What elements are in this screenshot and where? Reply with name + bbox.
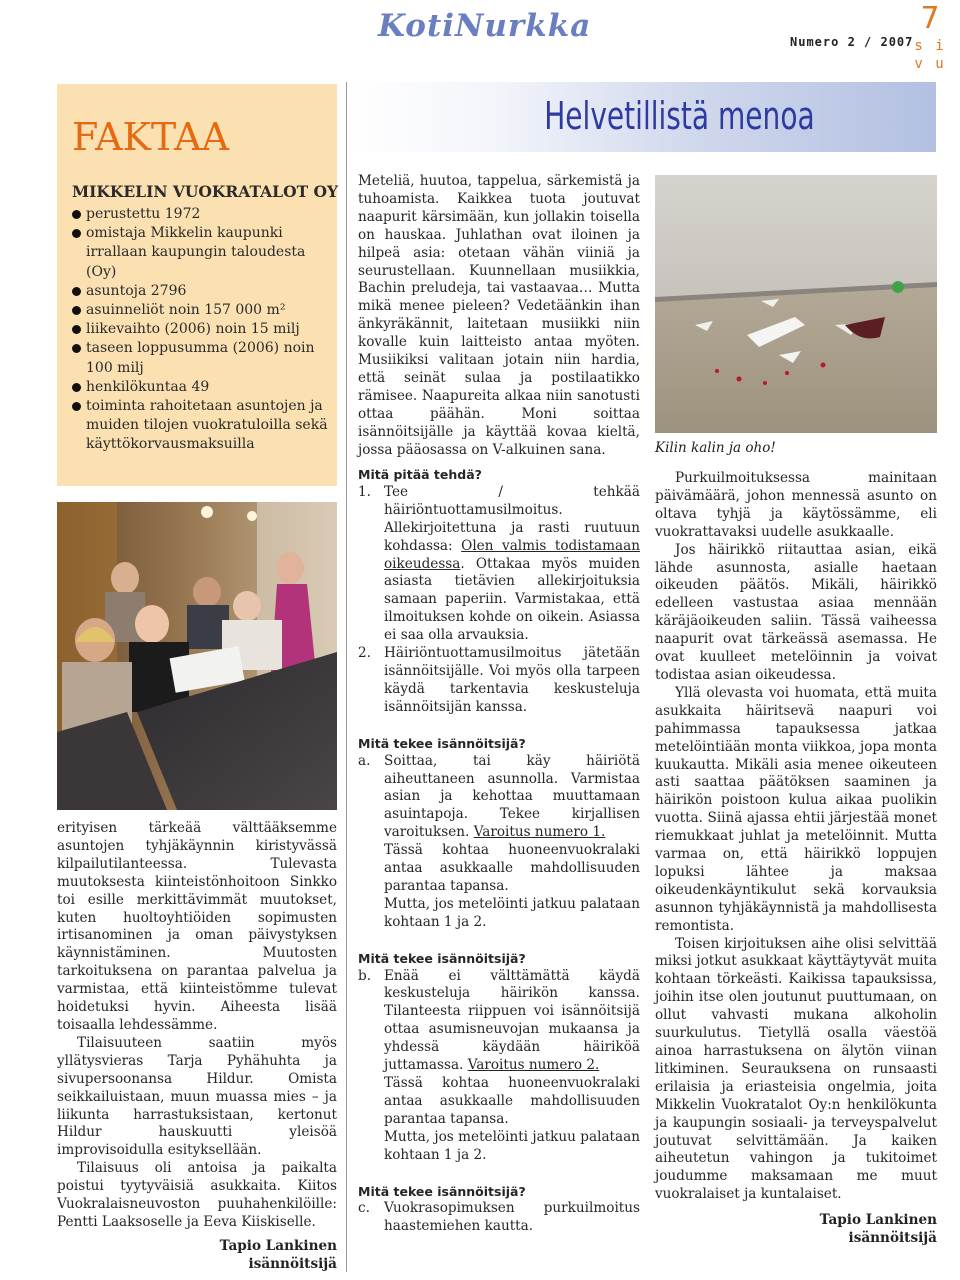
broken-glass-photo xyxy=(655,175,937,433)
bullet-icon xyxy=(72,325,81,334)
section-heading: Mitä tekee isännöitsijä? xyxy=(358,1183,526,1199)
list-item xyxy=(358,753,640,932)
list-text: Mutta, jos metelöinti jatkuu palataan kohtaan 1 ja 2. xyxy=(384,1128,640,1163)
author-name: Tapio Lankinen xyxy=(219,1238,337,1254)
intro-text xyxy=(358,173,640,460)
page-label: s i v u xyxy=(914,38,946,72)
page-number: 7 xyxy=(920,1,940,36)
broken-glass-image xyxy=(655,175,937,433)
left-column-text xyxy=(57,820,337,1232)
bullet-icon xyxy=(72,306,81,315)
list-marker: b. xyxy=(358,967,372,984)
author-name: Tapio Lankinen xyxy=(819,1212,937,1228)
column-divider xyxy=(346,82,347,1272)
article-headline: Helvetillistä menoa xyxy=(544,94,815,138)
list-item xyxy=(358,484,640,645)
fact-box-subtitle: MIKKELIN VUOKRATALOT OY xyxy=(72,182,339,201)
photo-caption: Kilin kalin ja oho! xyxy=(655,440,776,456)
meeting-photo xyxy=(57,502,337,810)
body-paragraph: Jos häirikkö riitauttaa asian, eikä lähde asunnosta, asialle haetaan oikeuden päätös. Mikäli, häirikkö edelleen vastustaa asiaa mennään käräjäoikeuden saliin. Tässä vaiheessa naapurit ovat tärkeässä asemassa. He ovat kuulleet metelöinnin ja voivat todistaa asian oikeudessa. xyxy=(655,541,937,683)
list-item xyxy=(358,1200,640,1236)
fact-item xyxy=(72,301,334,320)
list-item xyxy=(358,645,640,717)
list-text: Häiriöntuottamusilmoitus jätetään isännöitsijälle. Voi myös olla tarpeen käydä tarkentavia keskusteluja isännöitsijän kanssa. xyxy=(384,645,640,715)
author-title: isännöitsijä xyxy=(248,1255,337,1272)
body-paragraph: Tilaisuuteen saatiin myös yllätysvieras Tarja Pyhähuhta ja sivupersoonansa Hildur. Omista seikkailuistaan, muun muassa mies – ja liikunta harrastuksistaan, kertonut Hildur hauskuutti yleisöä improvisoidulla esityksellään. xyxy=(57,1034,337,1159)
right-column-text xyxy=(655,470,937,1204)
list-marker: 2. xyxy=(358,645,371,662)
list-item xyxy=(358,968,640,1165)
list-text: Tee / tehkää häiriöntuottamusilmoitus. Allekirjoitettuna ja rasti ruutuun kohdassa: xyxy=(384,483,640,554)
underlined-text: Varoitus numero 1. xyxy=(473,824,606,841)
fact-item xyxy=(72,205,334,224)
bullet-icon xyxy=(72,402,81,411)
author-title: isännöitsijä xyxy=(848,1229,937,1246)
fact-item xyxy=(72,320,334,339)
fact-item xyxy=(72,282,334,301)
body-paragraph: Yllä olevasta voi huomata, että muita asukkaita häiritsevä naapuri voi pahimmassa tapauksessa jatkaa metelöintiään monta viikkoa, jopa monta kuukautta. Mikäli asia menee oikeuteen asti saattaa päätöksen saaminen ja häirikön poistoon kulua aikaa puolikin vuotta. Siinä ajassa ehtii järjestää monet riemukkaat juhlat ja metelöinnit. Mutta varmaa on, että häirikkö loppujen lopuksi lähtee ja maksaa oikeudenkäyntikulut sekä korvauksia asunnon tyhjäkäynnistä ja mahdollisesta remontista. xyxy=(655,684,937,934)
section-heading: Mitä tekee isännöitsijä? xyxy=(358,950,526,966)
list-text: Tässä kohtaa huoneenvuokralaki antaa asukkaalle mahdollisuuden parantaa tapansa. xyxy=(384,1075,640,1127)
list-text: Tässä kohtaa huoneenvuokralaki antaa asukkaalle mahdollisuuden parantaa tapansa. xyxy=(384,842,640,894)
list-text: Enää ei välttämättä käydä keskusteluja häirikön kanssa. Tilanteesta riippuen voi isännöitsijä ottaa asumisneuvojan mukaansa ja yhdessä käydään häiriköä juttamassa. xyxy=(384,967,640,1074)
fact-list xyxy=(72,205,334,455)
list-marker: c. xyxy=(358,1200,370,1217)
issue-number: Numero 2 / 2007 xyxy=(790,35,914,49)
fact-text: asuntoja 2796 xyxy=(86,282,187,299)
bullet-icon xyxy=(72,344,81,353)
page-number-block xyxy=(910,0,950,70)
fact-item xyxy=(72,339,334,377)
body-paragraph: Purkuilmoituksessa mainitaan päivämäärä, johon mennessä asunto on oltava tyhjä ja käytössämme, eli vuokrattavaksi uudelle asukkaalle. xyxy=(655,470,937,540)
fact-text: liikevaihto (2006) noin 15 milj xyxy=(86,321,300,338)
fact-item xyxy=(72,224,334,282)
fact-text: taseen loppusumma (2006) noin 100 milj xyxy=(86,340,315,376)
fact-text: perustettu 1972 xyxy=(86,206,201,222)
middle-column-text xyxy=(358,466,640,1236)
fact-item xyxy=(72,397,334,455)
intro-paragraph: Meteliä, huutoa, tappelua, särkemistä ja tuhoamista. Kaikkea tuota joutuvat naapurit kärsimään, kun jollakin toisella on hauskaa. Juhlathan ovat iloinen ja hilpeä asia: otetaan vähän viiniä ja seurustellaan. Kuunnellaan musiikkia, Bachin preludeja, tai vastaavaa… Mutta mikä menee pieleen? Vedetäänkin ihan änkyräkännit, laitetaan musiikki niin kovalle kuin laitteisto antaa myöten. Musiikiksi valitaan jotain niin hardia, että seinät sulaa ja postilaatikko rämisee. Naapureita alkaa niin sanotusti ottaa päähän. Moni soittaa isännöitsijälle ja käyttää kovaa kieltä, jossa pääosassa on V-alkuinen sana. xyxy=(358,173,640,458)
list-marker: 1. xyxy=(358,483,371,500)
list-text: Vuokrasopimuksen purkuilmoitus haastemiehen kautta. xyxy=(384,1200,640,1235)
list-text: . Ottakaa myös muiden asiasta tietävien allekirjoituksia samaan paperiin. Varmistakaa, että ilmoituksen kohde on oikein. Asiassa ei saa olla arvauksia. xyxy=(384,555,640,644)
right-signature xyxy=(655,1212,937,1248)
underlined-text: Varoitus numero 2. xyxy=(467,1057,600,1074)
body-paragraph: Toisen kirjoituksen aihe olisi selvittää miksi jotkut asukkaat käyttäytyvät muita kohtaan törkeästi. Kaikissa tapauksissa, joihin itse olen joutunut puuttumaan, on ollut vahvasti mukana alkoholin suurkulutus. Tietyllä osalla väestöä ainoa harrastuksena on älytön viinan litkiminen. Seurauksena on runsaasti erilaisia ja eriasteisia ongelmia, joita Mikkelin Vuokratalot Oy:n henkilökunta ja kaupungin sosiaali- ja terveyspalvelut joutuvat selvittämään. Ja kaiken aiheutetun vahingon ja tukitoimet joudumme maksamaan me muut vuokralaiset ja kuntalaiset. xyxy=(655,935,937,1203)
underlined-text: Olen valmis todistamaan oikeudessa xyxy=(384,537,640,572)
left-signature xyxy=(57,1238,337,1274)
list-text: Mutta, jos metelöinti jatkuu palataan kohtaan 1 ja 2. xyxy=(384,895,640,930)
list-marker: a. xyxy=(358,752,371,769)
list-text: Soittaa, tai käy häiriötä aiheuttaneen asunnolla. Varmistaa asian ja kehottaa muuttamaan asuintapoja. Tekee kirjallisen varoituksen. xyxy=(384,752,640,841)
fact-text: asuinneliöt noin 157 000 m² xyxy=(86,302,286,319)
body-paragraph: erityisen tärkeää välttääksemme asuntojen tyhjäkäynnin kiristyvässä kilpailutilanteessa. Tulevasta muutoksesta kiinteistönhoitoon Sinkko toi esille merkittävimmät muutokset, kuten huoltoyhtiöiden sopimusten irtisanominen ja oman päivystyksen käynnistäminen. Muutosten tarkoituksena on parantaa palvelua ja varmistaa, että kiinteistömme tulevat hoidetuksi hyvin. Aiheesta lisää toisaalla lehdessämme. xyxy=(57,820,337,1033)
fact-text: toiminta rahoitetaan asuntojen ja muiden tilojen vuokratuloilla sekä käyttökorvausmaksuilla xyxy=(86,398,328,453)
section-heading: Mitä pitää tehdä? xyxy=(358,467,482,482)
bullet-icon xyxy=(72,229,81,238)
fact-box-title: FAKTAA xyxy=(72,115,230,159)
meeting-photo-image xyxy=(57,502,337,810)
section-heading: Mitä tekee isännöitsijä? xyxy=(358,735,526,751)
bullet-icon xyxy=(72,210,81,219)
bullet-icon xyxy=(72,383,81,392)
body-paragraph: Tilaisuus oli antoisa ja paikalta poistui tyytyväisiä asukkaita. Kiitos Vuokralaisneuvoston puuhahenkilöille: Pentti Laaksoselle ja Eeva Kiiskiselle. xyxy=(57,1160,337,1230)
magazine-logo: KotiNurkka xyxy=(378,8,592,44)
fact-text: henkilökuntaa 49 xyxy=(86,378,210,395)
fact-text: omistaja Mikkelin kaupunki irrallaan kaupungin taloudesta (Oy) xyxy=(86,225,306,280)
bullet-icon xyxy=(72,287,81,296)
fact-item xyxy=(72,378,334,397)
